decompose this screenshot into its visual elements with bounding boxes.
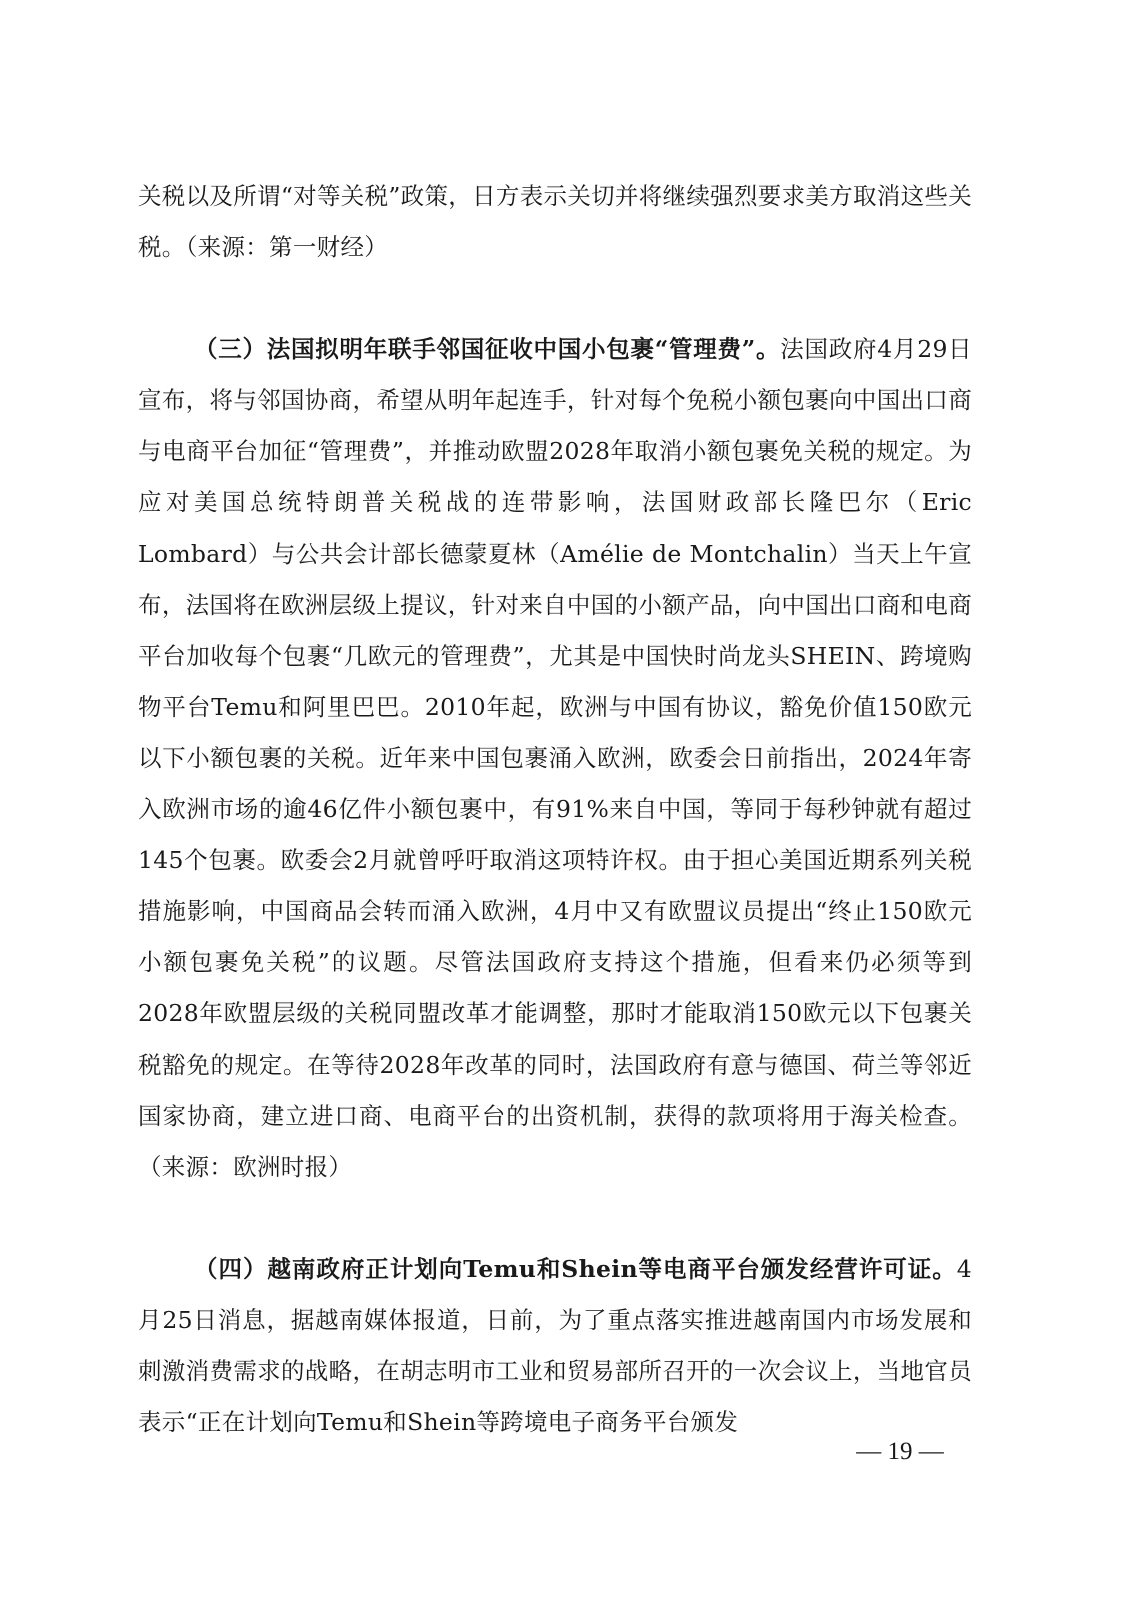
- page-body: [138, 171, 972, 1448]
- section-3-paragraph: [138, 324, 972, 1193]
- paragraph-spacer: [138, 273, 972, 324]
- section-4-body: 4月25日消息，据越南媒体报道，日前，为了重点落实推进越南国内市场发展和刺激消费需求的战略，在胡志明市工业和贸易部所召开的一次会议上，当地官员表示“正在计划向Temu和Shein等跨境电子商务平台颁发: [138, 1254, 972, 1437]
- section-3-heading: （三）法国拟明年联手邻国征收中国小包裹“管理费”。: [194, 335, 781, 364]
- paragraph-spacer: [138, 1193, 972, 1244]
- paragraph-continuation: [138, 171, 972, 273]
- paragraph-text: 关税以及所谓“对等关税”政策，日方表示关切并将继续强烈要求美方取消这些关税。（来源：第一财经）: [138, 182, 972, 262]
- section-4-paragraph: [138, 1244, 972, 1448]
- section-4-heading: （四）越南政府正计划向Temu和Shein等电商平台颁发经营许可证。: [194, 1254, 957, 1283]
- page-number: — 19 —: [856, 1438, 944, 1465]
- section-3-body: 法国政府4月29日宣布，将与邻国协商，希望从明年起连手，针对每个免税小额包裹向中国出口商与电商平台加征“管理费”，并推动欧盟2028年取消小额包裹免关税的规定。为应对美国总统特朗普关税战的连带影响，法国财政部长隆巴尔（Eric Lombard）与公共会计部长德蒙夏林（Amélie de Montchalin）当天上午宣布，法国将在欧洲层级上提议，针对来自中国的小额产品，向中国出口商和电商平台加收每个包裹“几欧元的管理费”，尤其是中国快时尚龙头SHEIN、跨境购物平台Temu和阿里巴巴。2010年起，欧洲与中国有协议，豁免价值150欧元以下小额包裹的关税。近年来中国包裹涌入欧洲，欧委会日前指出，2024年寄入欧洲市场的逾46亿件小额包裹中，有91%来自中国，等同于每秒钟就有超过145个包裹。欧委会2月就曾呼吁取消这项特许权。由于担心美国近期系列关税措施影响，中国商品会转而涌入欧洲，4月中又有欧盟议员提出“终止150欧元小额包裹免关税”的议题。尽管法国政府支持这个措施，但看来仍必须等到2028年欧盟层级的关税同盟改革才能调整，那时才能取消150欧元以下包裹关税豁免的规定。在等待2028年改革的同时，法国政府有意与德国、荷兰等邻近国家协商，建立进口商、电商平台的出资机制，获得的款项将用于海关检查。（来源：欧洲时报）: [138, 335, 972, 1181]
